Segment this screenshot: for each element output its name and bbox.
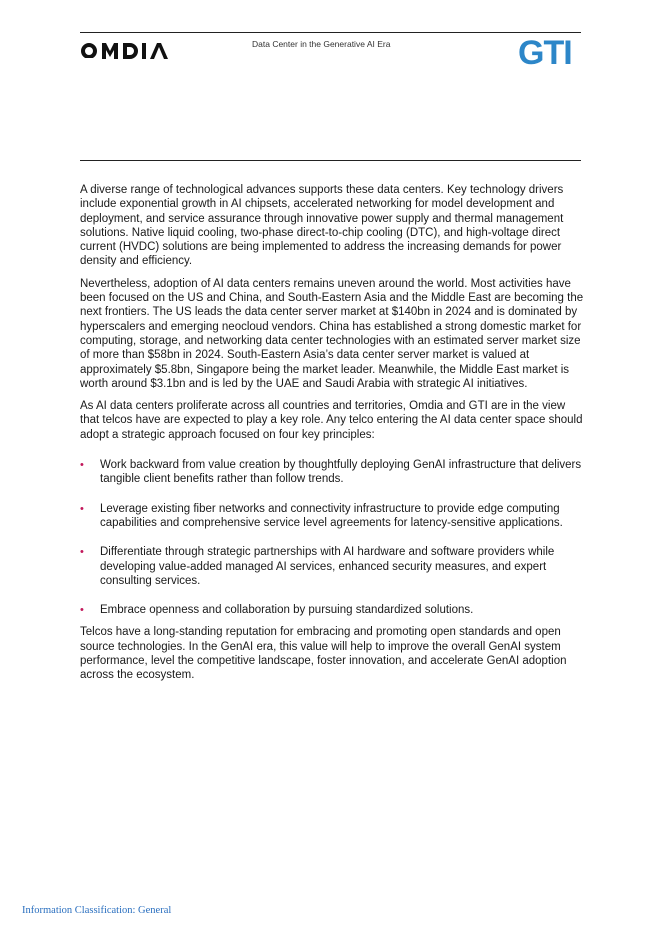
principles-list [80, 458, 584, 617]
list-item-text: Embrace openness and collaboration by pursuing standardized solutions. [100, 604, 474, 617]
bullet-icon: • [80, 459, 84, 472]
gti-logo: GTI [518, 34, 572, 72]
bullet-icon: • [80, 604, 84, 617]
list-item-text: Leverage existing fiber networks and connectivity infrastructure to provide edge computing capabilities and comprehensive service level agreements for latency-sensitive applications. [100, 502, 563, 529]
bullet-icon: • [80, 546, 84, 559]
paragraph-open-standards: Telcos have a long-standing reputation for embracing and promoting open standards and open source technologies. In the GenAI era, this value will help to improve the overall GenAI system performance, level the competitive landscape, foster innovation, and accelerate GenAI adoption across the ecosystem. [80, 626, 567, 682]
bullet-icon: • [80, 502, 84, 515]
list-item [80, 458, 584, 487]
section-divider [80, 160, 581, 161]
omdia-logo [80, 38, 172, 64]
information-classification-label: Information Classification: General [22, 905, 172, 916]
document-header-title: Data Center in the Generative AI Era [252, 39, 391, 49]
list-item-text: Work backward from value creation by thoughtfully deploying GenAI infrastructure that delivers tangible client benefits rather than follow trends. [100, 459, 582, 486]
paragraph-regional-adoption: Nevertheless, adoption of AI data centers remains uneven around the world. Most activities have been focused on the US and China, and South-Eastern Asia and the Middle East are becoming the next frontiers. The US leads the data center server market at $140bn in 2024 and is dominated by hyperscalers and emerging neocloud vendors. China has established a strong domestic market for computing, storage, and networking data center technologies with an estimated server market size of more than $58bn in 2024. South-Eastern Asia’s data center server market is valued at approximately $5.8bn, Singapore being the market leader. Meanwhile, the Middle East market is worth around $3.1bn and is led by the UAE and Saudi Arabia with strategic AI initiatives. [80, 277, 584, 390]
document-body [80, 183, 584, 691]
list-item [80, 502, 584, 531]
paragraph-technology-drivers: A diverse range of technological advances supports these data centers. Key technology drivers include exponential growth in AI chipsets, accelerated networking for model development and deployment, and service assurance through innovative power supply and thermal management solutions. Native liquid cooling, two-phase direct-to-chip cooling (DTC), and high-voltage direct current (HVDC) solutions are being implemented to address the increasing demands for power density and efficiency. [80, 184, 564, 268]
header-top-rule [80, 32, 581, 33]
paragraph-telco-role: As AI data centers proliferate across all countries and territories, Omdia and GTI are in the view that telcos have are expected to play a key role. Any telco entering the AI data center space should adopt a strategic approach focused on four key principles: [80, 400, 583, 441]
list-item [80, 603, 584, 617]
list-item-text: Differentiate through strategic partnerships with AI hardware and software providers while developing value-added managed AI services, enhanced security measures, and expert consulting services. [100, 546, 555, 587]
principles-list-wrapper [80, 458, 584, 617]
list-item [80, 545, 584, 588]
